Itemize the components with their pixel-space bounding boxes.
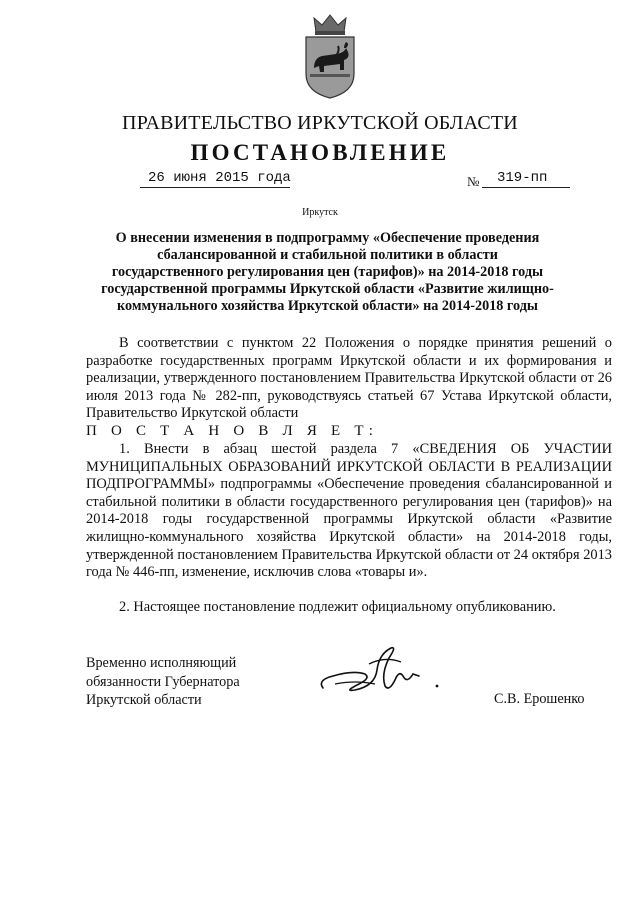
decree-date: 26 июня 2015 года [148, 170, 291, 186]
item-1-paragraph: 1. Внести в абзац шестой раздела 7 «СВЕДЕНИЯ ОБ УЧАСТИИ МУНИЦИПАЛЬНЫХ ОБРАЗОВАНИЙ ИРКУТСКОЙ ОБЛАСТИ В РЕАЛИЗАЦИИ ПОДПРОГРАММЫ» подпрограммы «Обеспечение проведения сбалансированной и стабильной политики в области государственного регулирования цен (тарифов)» на 2014-2018 годы государственной программы Иркутской области «Развитие жилищно-коммунального хозяйства Иркутской области» на 2014-2018 годы, утвержденной постановлением Правительства Иркутской области от 24 октября 2013 года № 446-пп, изменение, исключив слова «товары и». [86, 441, 612, 581]
preamble-paragraph: В соответствии с пунктом 22 Положения о порядке принятия решений о разработке государственных программ Иркутской области и их формирования и реализации, утвержденного постановлением Правительства Иркутской области от 26 июля 2013 года № 282-пп, руководствуясь статьей 67 Устава Иркутской области, Правительство Иркутской области [86, 335, 612, 422]
resolves-heading: П О С Т А Н О В Л Я Е Т: [86, 423, 379, 439]
signatory-position [86, 654, 240, 710]
decree-number: 319-пп [497, 170, 548, 186]
item-2-paragraph: 2. Настоящее постановление подлежит официальному опубликованию. [119, 599, 556, 615]
position-line: обязанности Губернатора [86, 673, 240, 690]
number-sign: № [467, 174, 480, 189]
handwritten-signature-icon [315, 640, 445, 700]
date-underline [140, 187, 290, 188]
number-underline [482, 187, 570, 188]
city: Иркутск [302, 207, 338, 218]
decree-title: О внесении изменения в подпрограмму «Обеспечение проведения сбалансированной и стабильной политики в области государственного регулирования цен (тарифов)» на 2014-2018 годы государственной программы Иркутской области «Развитие жилищно-коммунального хозяйства Иркутской области» на 2014-2018 годы [101, 230, 554, 314]
coat-of-arms-icon [300, 12, 360, 100]
government-name: ПРАВИТЕЛЬСТВО ИРКУТСКОЙ ОБЛАСТИ [122, 112, 518, 134]
signer-name: С.В. Ерошенко [494, 691, 585, 707]
document-type: ПОСТАНОВЛЕНИЕ [190, 140, 450, 165]
position-line: Иркутской области [86, 692, 202, 709]
position-line: Временно исполняющий [86, 655, 237, 671]
